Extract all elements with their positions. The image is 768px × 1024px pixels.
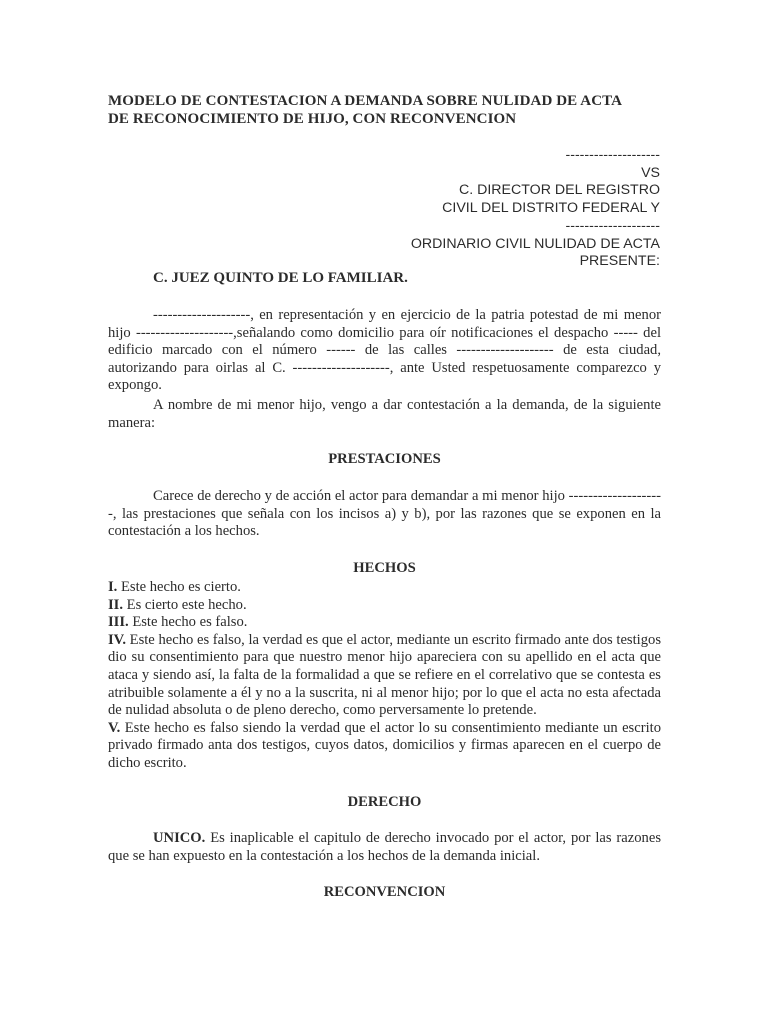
- addressee: C. JUEZ QUINTO DE LO FAMILIAR.: [153, 270, 408, 286]
- list-item: [108, 597, 661, 615]
- intro-paragraph-2: [108, 397, 661, 432]
- list-item: [108, 720, 661, 773]
- item-number: III.: [108, 614, 129, 631]
- section-heading-reconvencion: RECONVENCION: [323, 884, 446, 900]
- section-heading-hechos: HECHOS: [353, 560, 416, 576]
- item-number: IV.: [108, 631, 126, 648]
- list-item: [108, 632, 661, 720]
- intro-text-2: A nombre de mi menor hijo, vengo a dar contestación a la demanda, de la siguiente manera:: [108, 397, 661, 431]
- document-title: [108, 93, 668, 128]
- party-line: C. DIRECTOR DEL REGISTRO: [458, 182, 660, 199]
- title-line-2: DE RECONOCIMIENTO DE HIJO, CON RECONVENCION: [108, 110, 517, 127]
- party-line: --------------------: [565, 217, 660, 234]
- section-heading-derecho: DERECHO: [347, 794, 422, 810]
- item-text: Este hecho es falso.: [128, 614, 248, 631]
- item-number: I.: [108, 579, 118, 595]
- party-line: --------------------: [565, 147, 660, 163]
- derecho-lead: UNICO.: [153, 830, 206, 846]
- list-item: [108, 579, 661, 597]
- item-number: V.: [108, 719, 121, 736]
- parties-block: [200, 147, 660, 271]
- party-line: ORDINARIO CIVIL NULIDAD DE ACTA: [410, 235, 660, 252]
- item-text: Este hecho es cierto.: [117, 579, 241, 595]
- derecho-paragraph: [108, 830, 661, 865]
- derecho-body: Es inaplicable el capitulo de derecho invocado por el actor, por las razones que se han expuesto en la contestación a los hechos de la demanda inicial.: [108, 830, 661, 864]
- list-item: [108, 614, 661, 632]
- prestaciones-text: Carece de derecho y de acción el actor para demandar a mi menor hijo --------------------, las prestaciones que señala con los incisos a) y b), por las razones que se exponen en la contestación a los hechos.: [108, 488, 661, 540]
- title-line-1: MODELO DE CONTESTACION A DEMANDA SOBRE NULIDAD DE ACTA: [108, 93, 623, 109]
- party-line: VS: [641, 164, 660, 181]
- item-text: Este hecho es falso, la verdad es que el actor, mediante un escrito firmado ante dos testigos dio su consentimiento para que nuestro menor hijo apareciera con su apellido en el acta que ataca y siendo así, la falta de la formalidad a que se refiere en el correlativo que se contesta es atribuible solamente a él y no a la suscrita, ni al menor hijo; por lo que el acta no esta afectada de nulidad absoluta o de pleno derecho, como perversamente lo pretende.: [108, 631, 661, 719]
- hechos-list: [108, 579, 661, 773]
- party-line: PRESENTE:: [579, 253, 660, 270]
- party-line: CIVIL DEL DISTRITO FEDERAL Y: [442, 200, 660, 217]
- intro-text: --------------------, en representación y en ejercicio de la patria potestad de mi menor hijo --------------------,señalando como domicilio para oír notificaciones el despacho ----- del edificio marcado con el número ------ de las calles -------------------- de esta ciudad, autorizando para oirlas al C. --------------------, ante Usted respetuosamente comparezco y expongo.: [108, 307, 661, 394]
- prestaciones-paragraph: [108, 488, 661, 541]
- item-text: Es cierto este hecho.: [123, 596, 247, 613]
- item-text: Este hecho es falso siendo la verdad que el actor lo su consentimiento mediante un escrito privado firmado anta dos testigos, cuyos datos, domicilios y firmas aparecen en el cuerpo de dicho escrito.: [108, 719, 661, 771]
- derecho-text: [108, 830, 661, 865]
- item-number: II.: [108, 596, 124, 613]
- section-heading-prestaciones: PRESTACIONES: [328, 451, 441, 467]
- intro-paragraph: [108, 307, 661, 395]
